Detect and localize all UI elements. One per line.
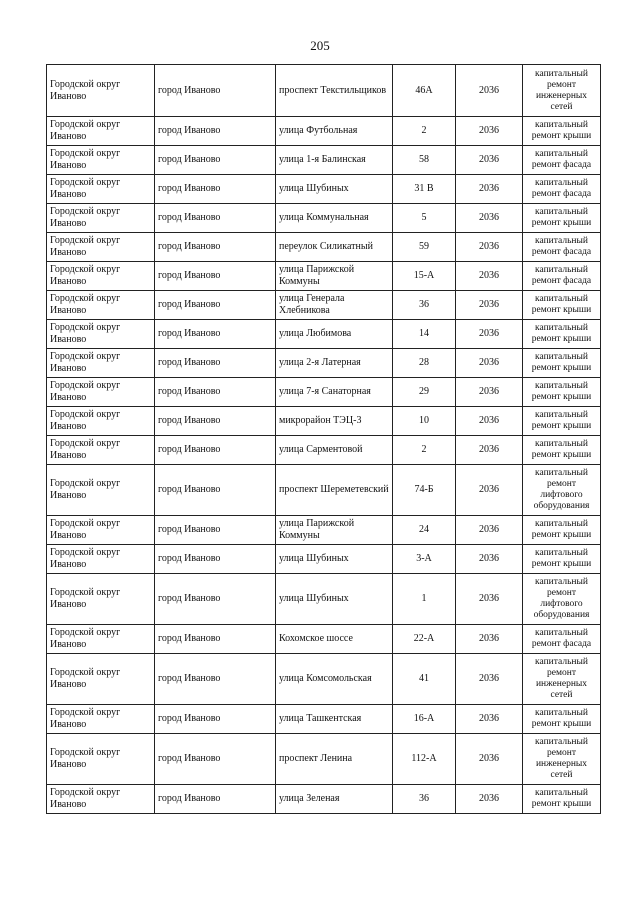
district-cell: Городской округ Иваново xyxy=(47,465,155,516)
street-cell: улица 1-я Балинская xyxy=(276,146,393,175)
year-cell: 2036 xyxy=(456,436,523,465)
year-cell: 2036 xyxy=(456,465,523,516)
city-cell: город Иваново xyxy=(155,465,276,516)
district-cell: Городской округ Иваново xyxy=(47,146,155,175)
house-number-cell: 41 xyxy=(393,654,456,705)
house-number-cell: 112-А xyxy=(393,734,456,785)
table-row xyxy=(47,320,601,349)
table-row xyxy=(47,65,601,117)
work-type-cell: капитальный ремонт крыши xyxy=(523,291,601,320)
table-row xyxy=(47,233,601,262)
street-cell: улица Парижской Коммуны xyxy=(276,262,393,291)
district-cell: Городской округ Иваново xyxy=(47,175,155,204)
street-cell: Кохомское шоссе xyxy=(276,625,393,654)
work-type-cell: капитальный ремонт крыши xyxy=(523,320,601,349)
work-type-cell: капитальный ремонт крыши xyxy=(523,705,601,734)
house-number-cell: 36 xyxy=(393,785,456,814)
city-cell: город Иваново xyxy=(155,516,276,545)
city-cell: город Иваново xyxy=(155,436,276,465)
house-number-cell: 16-А xyxy=(393,705,456,734)
district-cell: Городской округ Иваново xyxy=(47,574,155,625)
district-cell: Городской округ Иваново xyxy=(47,291,155,320)
work-type-cell: капитальный ремонт фасада xyxy=(523,625,601,654)
city-cell: город Иваново xyxy=(155,320,276,349)
year-cell: 2036 xyxy=(456,378,523,407)
year-cell: 2036 xyxy=(456,65,523,117)
street-cell: улица Футбольная xyxy=(276,117,393,146)
city-cell: город Иваново xyxy=(155,574,276,625)
table-row xyxy=(47,785,601,814)
city-cell: город Иваново xyxy=(155,262,276,291)
year-cell: 2036 xyxy=(456,291,523,320)
table-row xyxy=(47,175,601,204)
building-repair-table xyxy=(46,64,601,814)
work-type-cell: капитальный ремонт крыши xyxy=(523,436,601,465)
city-cell: город Иваново xyxy=(155,654,276,705)
work-type-cell: капитальный ремонт инженерных сетей xyxy=(523,654,601,705)
work-type-cell: капитальный ремонт крыши xyxy=(523,407,601,436)
street-cell: улица Парижской Коммуны xyxy=(276,516,393,545)
work-type-cell: капитальный ремонт крыши xyxy=(523,516,601,545)
table-row xyxy=(47,204,601,233)
table-row xyxy=(47,436,601,465)
work-type-cell: капитальный ремонт крыши xyxy=(523,349,601,378)
year-cell: 2036 xyxy=(456,625,523,654)
table-row xyxy=(47,654,601,705)
city-cell: город Иваново xyxy=(155,349,276,378)
table-row xyxy=(47,574,601,625)
city-cell: город Иваново xyxy=(155,233,276,262)
work-type-cell: капитальный ремонт лифтового оборудования xyxy=(523,465,601,516)
house-number-cell: 1 xyxy=(393,574,456,625)
district-cell: Городской округ Иваново xyxy=(47,545,155,574)
year-cell: 2036 xyxy=(456,204,523,233)
table-row xyxy=(47,146,601,175)
street-cell: улица Шубиных xyxy=(276,545,393,574)
table-row xyxy=(47,516,601,545)
district-cell: Городской округ Иваново xyxy=(47,117,155,146)
year-cell: 2036 xyxy=(456,233,523,262)
year-cell: 2036 xyxy=(456,117,523,146)
table-row xyxy=(47,407,601,436)
district-cell: Городской округ Иваново xyxy=(47,407,155,436)
street-cell: проспект Ленина xyxy=(276,734,393,785)
page-number: 205 xyxy=(310,38,330,53)
street-cell: улица 2-я Латерная xyxy=(276,349,393,378)
table-row xyxy=(47,465,601,516)
city-cell: город Иваново xyxy=(155,175,276,204)
year-cell: 2036 xyxy=(456,349,523,378)
work-type-cell: капитальный ремонт крыши xyxy=(523,378,601,407)
street-cell: улица Зеленая xyxy=(276,785,393,814)
street-cell: улица Генерала Хлебникова xyxy=(276,291,393,320)
house-number-cell: 46А xyxy=(393,65,456,117)
work-type-cell: капитальный ремонт инженерных сетей xyxy=(523,65,601,117)
house-number-cell: 24 xyxy=(393,516,456,545)
house-number-cell: 5 xyxy=(393,204,456,233)
district-cell: Городской округ Иваново xyxy=(47,65,155,117)
street-cell: улица Шубиных xyxy=(276,175,393,204)
district-cell: Городской округ Иваново xyxy=(47,516,155,545)
district-cell: Городской округ Иваново xyxy=(47,262,155,291)
street-cell: проспект Шереметевский xyxy=(276,465,393,516)
year-cell: 2036 xyxy=(456,175,523,204)
street-cell: улица Шубиных xyxy=(276,574,393,625)
city-cell: город Иваново xyxy=(155,146,276,175)
year-cell: 2036 xyxy=(456,574,523,625)
district-cell: Городской округ Иваново xyxy=(47,320,155,349)
street-cell: улица Ташкентская xyxy=(276,705,393,734)
district-cell: Городской округ Иваново xyxy=(47,349,155,378)
house-number-cell: 22-А xyxy=(393,625,456,654)
table-row xyxy=(47,291,601,320)
year-cell: 2036 xyxy=(456,407,523,436)
house-number-cell: 29 xyxy=(393,378,456,407)
year-cell: 2036 xyxy=(456,320,523,349)
house-number-cell: 59 xyxy=(393,233,456,262)
work-type-cell: капитальный ремонт крыши xyxy=(523,785,601,814)
table-row xyxy=(47,625,601,654)
table-row xyxy=(47,378,601,407)
work-type-cell: капитальный ремонт крыши xyxy=(523,204,601,233)
table-row xyxy=(47,545,601,574)
year-cell: 2036 xyxy=(456,785,523,814)
district-cell: Городской округ Иваново xyxy=(47,654,155,705)
street-cell: проспект Текстильщиков xyxy=(276,65,393,117)
city-cell: город Иваново xyxy=(155,291,276,320)
city-cell: город Иваново xyxy=(155,734,276,785)
year-cell: 2036 xyxy=(456,734,523,785)
house-number-cell: 2 xyxy=(393,436,456,465)
house-number-cell: 10 xyxy=(393,407,456,436)
street-cell: микрорайон ТЭЦ-3 xyxy=(276,407,393,436)
street-cell: улица 7-я Санаторная xyxy=(276,378,393,407)
work-type-cell: капитальный ремонт фасада xyxy=(523,262,601,291)
table-row xyxy=(47,349,601,378)
district-cell: Городской округ Иваново xyxy=(47,734,155,785)
house-number-cell: 36 xyxy=(393,291,456,320)
city-cell: город Иваново xyxy=(155,705,276,734)
house-number-cell: 74-Б xyxy=(393,465,456,516)
work-type-cell: капитальный ремонт крыши xyxy=(523,545,601,574)
city-cell: город Иваново xyxy=(155,65,276,117)
house-number-cell: 3-А xyxy=(393,545,456,574)
city-cell: город Иваново xyxy=(155,407,276,436)
street-cell: улица Сарментовой xyxy=(276,436,393,465)
year-cell: 2036 xyxy=(456,516,523,545)
table-row xyxy=(47,734,601,785)
work-type-cell: капитальный ремонт фасада xyxy=(523,146,601,175)
district-cell: Городской округ Иваново xyxy=(47,436,155,465)
house-number-cell: 2 xyxy=(393,117,456,146)
district-cell: Городской округ Иваново xyxy=(47,705,155,734)
work-type-cell: капитальный ремонт фасада xyxy=(523,175,601,204)
table-row xyxy=(47,262,601,291)
work-type-cell: капитальный ремонт лифтового оборудования xyxy=(523,574,601,625)
city-cell: город Иваново xyxy=(155,117,276,146)
work-type-cell: капитальный ремонт инженерных сетей xyxy=(523,734,601,785)
district-cell: Городской округ Иваново xyxy=(47,204,155,233)
year-cell: 2036 xyxy=(456,545,523,574)
district-cell: Городской округ Иваново xyxy=(47,233,155,262)
house-number-cell: 14 xyxy=(393,320,456,349)
house-number-cell: 31 В xyxy=(393,175,456,204)
city-cell: город Иваново xyxy=(155,378,276,407)
city-cell: город Иваново xyxy=(155,785,276,814)
street-cell: переулок Силикатный xyxy=(276,233,393,262)
district-cell: Городской округ Иваново xyxy=(47,785,155,814)
house-number-cell: 28 xyxy=(393,349,456,378)
street-cell: улица Комсомольская xyxy=(276,654,393,705)
district-cell: Городской округ Иваново xyxy=(47,625,155,654)
district-cell: Городской округ Иваново xyxy=(47,378,155,407)
house-number-cell: 58 xyxy=(393,146,456,175)
year-cell: 2036 xyxy=(456,262,523,291)
work-type-cell: капитальный ремонт крыши xyxy=(523,117,601,146)
house-number-cell: 15-А xyxy=(393,262,456,291)
city-cell: город Иваново xyxy=(155,625,276,654)
city-cell: город Иваново xyxy=(155,545,276,574)
year-cell: 2036 xyxy=(456,146,523,175)
city-cell: город Иваново xyxy=(155,204,276,233)
table-row xyxy=(47,117,601,146)
year-cell: 2036 xyxy=(456,705,523,734)
year-cell: 2036 xyxy=(456,654,523,705)
table-body xyxy=(47,65,601,814)
table-row xyxy=(47,705,601,734)
street-cell: улица Любимова xyxy=(276,320,393,349)
street-cell: улица Коммунальная xyxy=(276,204,393,233)
work-type-cell: капитальный ремонт фасада xyxy=(523,233,601,262)
